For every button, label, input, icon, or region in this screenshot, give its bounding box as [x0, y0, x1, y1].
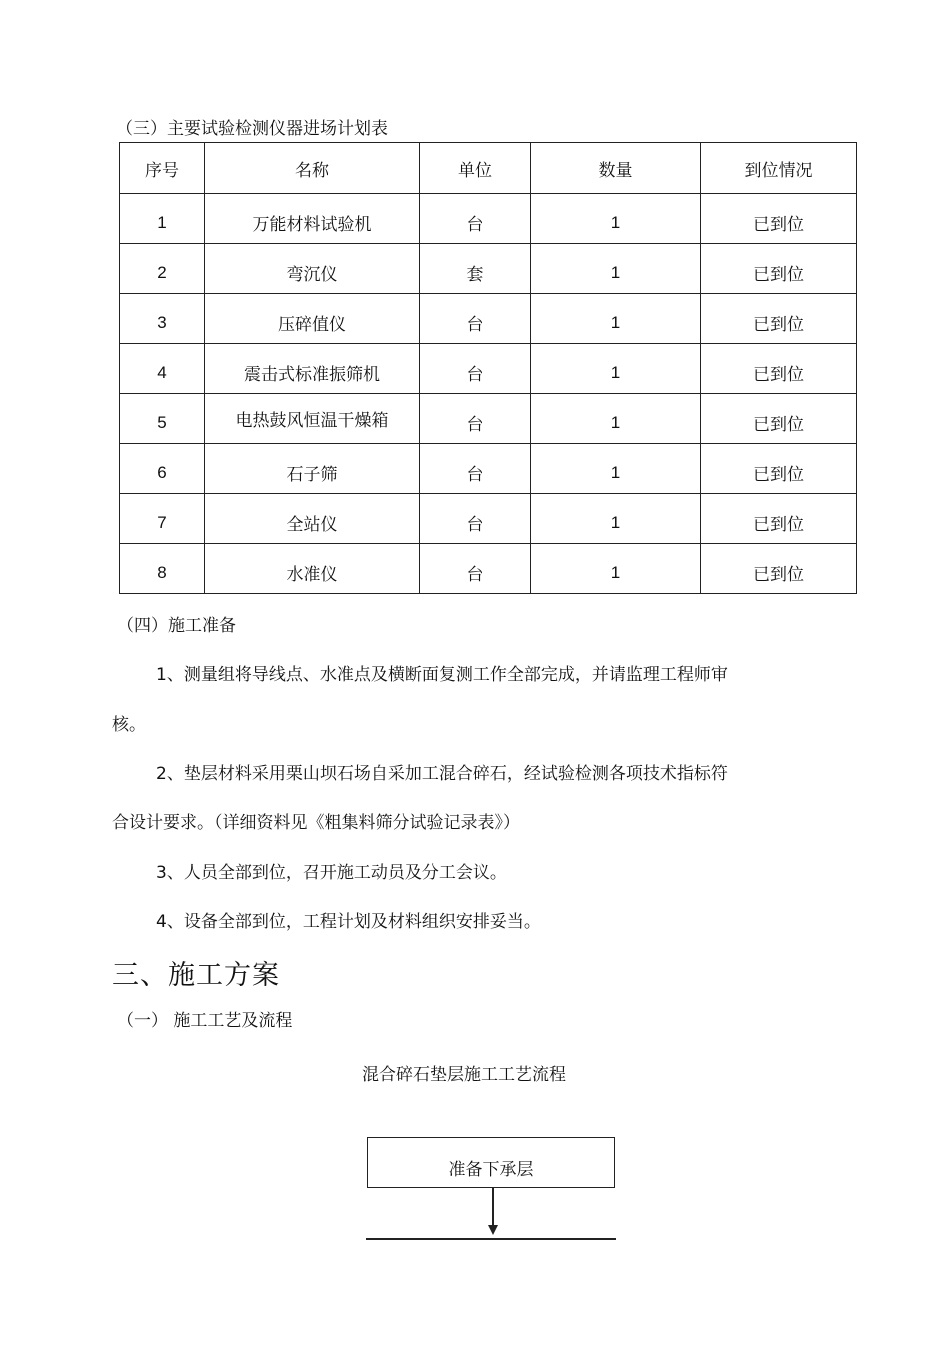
header-status: 到位情况 [701, 143, 857, 194]
cell-status: 已到位 [701, 544, 857, 594]
table-row [120, 544, 857, 594]
paragraph-2-line-2: 合设计要求。（详细资料见《粗集料筛分试验记录表》） [112, 813, 520, 833]
cell-unit: 台 [420, 444, 531, 494]
cell-status: 已到位 [701, 444, 857, 494]
flow-next-box-top-border [366, 1238, 616, 1240]
cell-quantity: 1 [531, 394, 701, 444]
paragraph-1-line-2: 核。 [112, 715, 146, 735]
table-caption: （三）主要试验检测仪器进场计划表 [116, 119, 388, 139]
arrow-down-icon [488, 1225, 498, 1235]
table-row [120, 244, 857, 294]
cell-name: 压碎值仪 [205, 294, 420, 344]
header-unit: 单位 [420, 143, 531, 194]
flow-step-prepare-base: 准备下承层 [367, 1137, 615, 1188]
cell-quantity: 1 [531, 544, 701, 594]
cell-status: 已到位 [701, 294, 857, 344]
cell-quantity: 1 [531, 244, 701, 294]
chapter-heading: 三、施工方案 [112, 960, 280, 991]
flowchart-title: 混合碎石垫层施工工艺流程 [362, 1065, 566, 1085]
cell-status: 已到位 [701, 244, 857, 294]
cell-index: 4 [120, 344, 205, 394]
cell-index: 6 [120, 444, 205, 494]
cell-quantity: 1 [531, 344, 701, 394]
cell-status: 已到位 [701, 394, 857, 444]
cell-name: 石子筛 [205, 444, 420, 494]
cell-index: 2 [120, 244, 205, 294]
table-row [120, 444, 857, 494]
header-index: 序号 [120, 143, 205, 194]
cell-name: 弯沉仪 [205, 244, 420, 294]
cell-status: 已到位 [701, 194, 857, 244]
table-row [120, 294, 857, 344]
paragraph-2-line-1: 2、垫层材料采用栗山坝石场自采加工混合碎石，经试验检测各项技术指标符 [156, 764, 728, 784]
cell-quantity: 1 [531, 444, 701, 494]
cell-name [205, 394, 420, 444]
table-row [120, 344, 857, 394]
cell-name: 万能材料试验机 [205, 194, 420, 244]
cell-status: 已到位 [701, 344, 857, 394]
cell-index: 1 [120, 194, 205, 244]
table-row [120, 394, 857, 444]
cell-index: 7 [120, 494, 205, 544]
table-row [120, 494, 857, 544]
paragraph-1-line-1: 1、测量组将导线点、水准点及横断面复测工作全部完成，并请监理工程师审 [156, 665, 728, 685]
table-row [120, 194, 857, 244]
paragraph-4: 4、设备全部到位，工程计划及材料组织安排妥当。 [156, 912, 541, 932]
cell-unit: 台 [420, 344, 531, 394]
cell-name: 震击式标准振筛机 [205, 344, 420, 394]
table-header-row [120, 143, 857, 194]
subsection-title-process: （一） 施工工艺及流程 [117, 1011, 293, 1031]
instrument-plan-table [119, 142, 857, 594]
cell-quantity: 1 [531, 494, 701, 544]
cell-name: 水准仪 [205, 544, 420, 594]
cell-unit: 台 [420, 194, 531, 244]
cell-status: 已到位 [701, 494, 857, 544]
cell-quantity: 1 [531, 194, 701, 244]
header-quantity: 数量 [531, 143, 701, 194]
cell-unit: 台 [420, 494, 531, 544]
paragraph-3: 3、人员全部到位，召开施工动员及分工会议。 [156, 863, 507, 883]
cell-index: 5 [120, 394, 205, 444]
cell-index: 8 [120, 544, 205, 594]
section-title-preparation: （四）施工准备 [117, 616, 236, 636]
cell-unit: 台 [420, 394, 531, 444]
cell-name-text: 电热鼓风恒温干燥箱 [235, 411, 389, 431]
cell-unit: 台 [420, 544, 531, 594]
cell-name: 全站仪 [205, 494, 420, 544]
cell-unit: 套 [420, 244, 531, 294]
cell-quantity: 1 [531, 294, 701, 344]
flow-connector-line [492, 1188, 494, 1226]
header-name: 名称 [205, 143, 420, 194]
cell-index: 3 [120, 294, 205, 344]
cell-unit: 台 [420, 294, 531, 344]
